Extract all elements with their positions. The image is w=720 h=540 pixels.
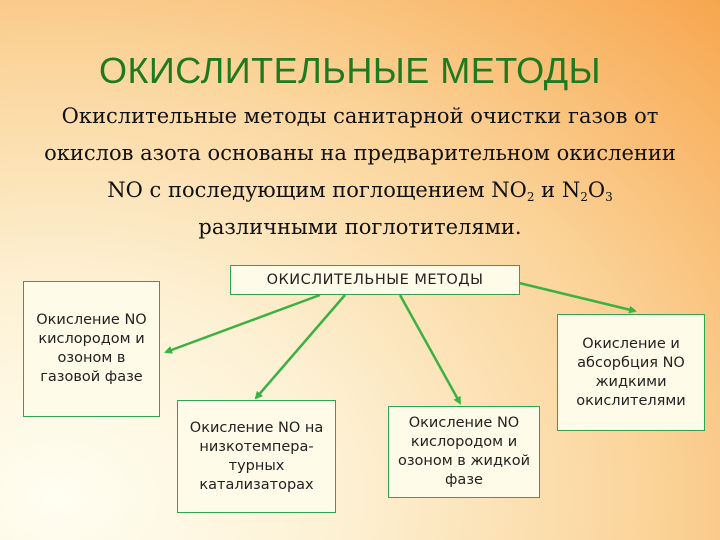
slide-title: ОКИСЛИТЕЛЬНЫЕ МЕТОДЫ <box>98 50 602 91</box>
branch-catalysts-box: Окисление NO на низкотемпера-турных катализаторах <box>177 400 336 513</box>
arrow-to-liquid-phase <box>400 295 460 403</box>
root-methods-box: ОКИСЛИТЕЛЬНЫЕ МЕТОДЫ <box>230 265 520 295</box>
intro-text: Окислительные методы санитарной очистки газов от окислов азота основаны на предварительном окислении NO с последующим поглощением $NO_2$ и $N_2O_3$ различными поглотителями. <box>44 104 676 239</box>
arrow-to-gas-phase <box>166 295 320 352</box>
branch-liquid-phase-box: Окисление NO кислородом и озоном в жидкой фазе <box>388 406 540 498</box>
arrow-to-absorption <box>515 282 635 311</box>
branch-gas-phase-box: Окисление NO кислородом и озоном в газовой фазе <box>23 281 160 417</box>
branch-absorption-box: Окисление и абсорбция NO жидкими окислителями <box>557 314 705 431</box>
arrow-to-catalysts <box>256 295 345 398</box>
